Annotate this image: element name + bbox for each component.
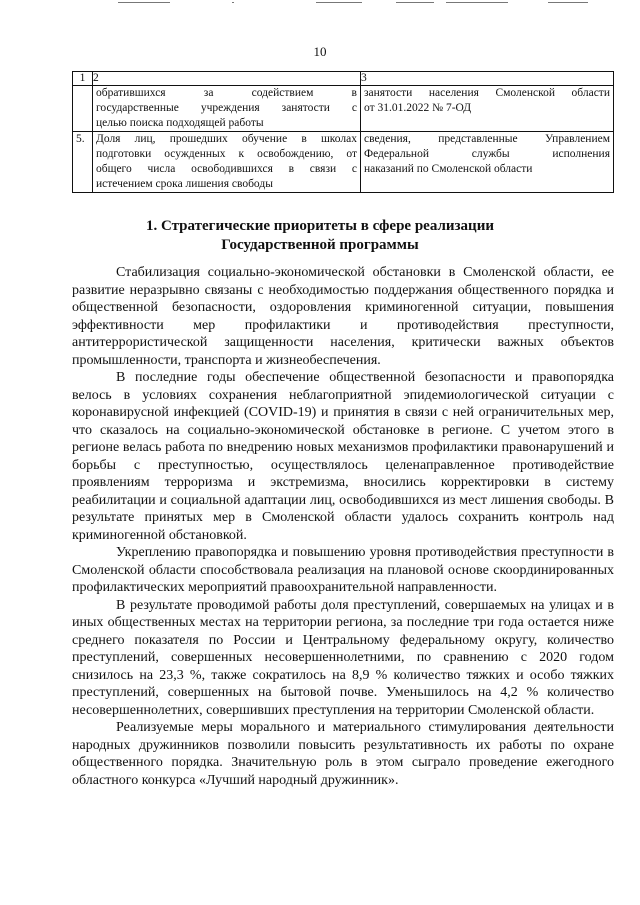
section-body — [72, 264, 614, 789]
table-header-cell: 2 — [93, 72, 361, 86]
cell-line: сведения, представленные Управлением — [364, 133, 610, 145]
cell-line: Федеральной службы исполнения — [364, 148, 610, 160]
paragraph: Стабилизация социально-экономической обстановки в Смоленской области, ее развитие неразрывно связаны с необходимостью поддержания общественного порядка и общественной безопасности, оздоровления криминогенной ситуации, повышения эффективности мер профилактики и противодействия преступности, антитеррористической защищенности населения, критически важных объектов промышленности, транспорта и жизнеобеспечения. — [72, 265, 614, 368]
cell-line: Доля лиц, прошедших обучение в школах — [96, 133, 357, 145]
table-row — [73, 132, 614, 193]
cell-line: занятости населения Смоленской области — [364, 87, 610, 99]
cell-line: государственные учреждения занятости с — [96, 102, 357, 114]
cell-line: наказаний по Смоленской области — [364, 163, 533, 175]
table-header-row — [73, 72, 614, 86]
paragraph: В последние годы обеспечение общественной безопасности и правопорядка велось в условиях сохранения неблагоприятной эпидемиологической ситуации с коронавирусной инфекцией (COVID-19) и принятия в связи с ней ограничительных мер, что сказалось на социально-экономической обстановке в регионе. С учетом этого в регионе велась работа по внедрению новых механизмов профилактики правонарушений и борьбы с преступностью, осуществлялось целенаправленное противодействие проявлениям терроризма и экстремизма, вносились корректировки в систему реабилитации и социальной адаптации лиц, освободившихся из мест лишения свободы. В результате принятых мер в Смоленской области удалось сохранить контроль над криминогенной обстановкой. — [72, 370, 614, 543]
cell-line: целью поиска подходящей работы — [96, 117, 264, 129]
scan-edge-marks — [0, 0, 640, 8]
row-number-cell: 5. — [73, 132, 93, 193]
indicator-source-cell — [361, 86, 614, 132]
indicators-table — [72, 71, 614, 193]
row-number-cell — [73, 86, 93, 132]
indicator-name-cell — [93, 86, 361, 132]
cell-line: от 31.01.2022 № 7-ОД — [364, 102, 472, 114]
table-header-cell: 3 — [361, 72, 614, 86]
table-row — [73, 86, 614, 132]
paragraph: Укреплению правопорядка и повышению уровня противодействия преступности в Смоленской области способствовала реализация на плановой основе скоординированных профилактических мероприятий правоохранительной направленности. — [72, 545, 614, 595]
cell-line: общего числа освободившихся в связи с — [96, 163, 357, 175]
section-heading-line: Государственной программы — [221, 237, 419, 253]
section-heading — [0, 217, 640, 255]
indicator-source-cell — [361, 132, 614, 193]
section-heading-line: 1. Стратегические приоритеты в сфере реализации — [146, 218, 494, 234]
table-header-cell: 1 — [73, 72, 93, 86]
page-number: 10 — [313, 44, 327, 59]
paragraph: Реализуемые меры морального и материального стимулирования деятельности народных дружинников позволили повысить результативность их работы по охране общественного порядка. Значительную роль в этом сыграло проведение ежегодного областного конкурса «Лучший народный дружинник». — [72, 720, 614, 788]
cell-line: подготовки осужденных к освобождению, от — [96, 148, 357, 160]
cell-line: истечением срока лишения свободы — [96, 178, 273, 190]
paragraph: В результате проводимой работы доля преступлений, совершаемых на улицах и в иных общественных местах на территории региона, за последние три года остается ниже среднего показателя по России и Центральному федеральному округу, количество преступлений, совершенных несовершеннолетними, по сравнению с 2020 годом снизилось на 23,3 %, также сократилось на 8,9 % количество тяжких и особо тяжких преступлений, совершенных на бытовой почве. Уменьшилось на 4,2 % количество несовершеннолетних, совершивших преступления на территории Смоленской области. — [72, 597, 614, 718]
indicator-name-cell — [93, 132, 361, 193]
cell-line: обратившихся за содействием в — [96, 87, 357, 99]
